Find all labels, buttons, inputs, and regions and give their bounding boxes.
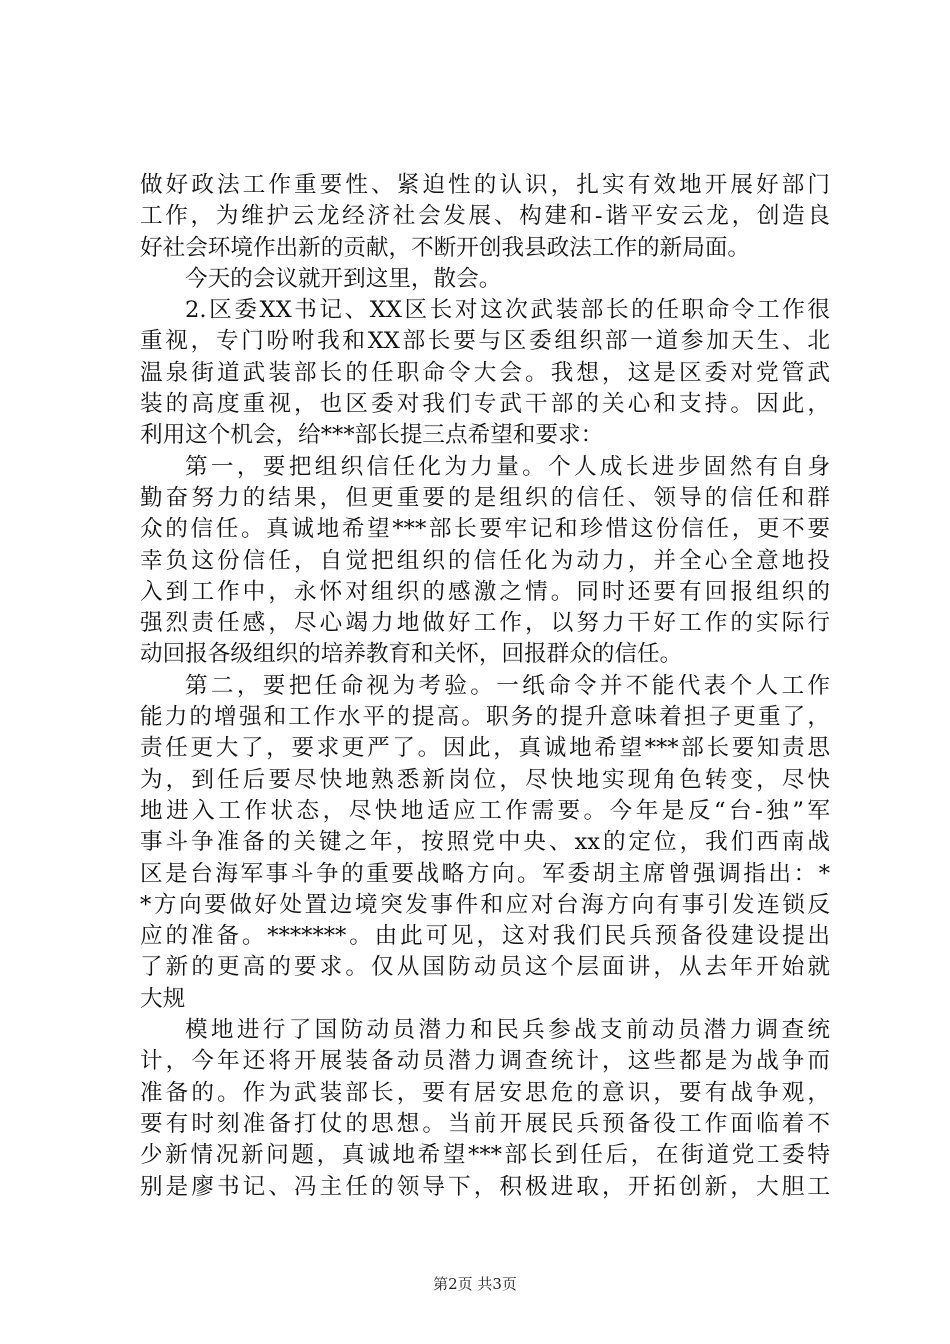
text-line: 勤奋努力的结果，但更重要的是组织的信任、领导的信任和群 <box>140 484 830 511</box>
text-line: 别是廖书记、冯主任的领导下，积极进取，开拓创新，大胆工 <box>140 1173 830 1200</box>
text-line: *方向要做好处置边境突发事件和应对台海方向有事引发连锁反 <box>140 891 830 918</box>
text-line: 重视，专门吩咐我和XX部长要与区委组织部一道参加天生、北 <box>140 328 830 355</box>
text-line: 利用这个机会，给***部长提三点希望和要求： <box>140 422 604 449</box>
text-line: 应的准备。*******。由此可见，这对我们民兵预备役建设提出 <box>140 923 830 950</box>
text-line: 动回报各级组织的培养教育和关怀，回报群众的信任。 <box>140 641 683 668</box>
text-line: 第一，要把组织信任化为力量。个人成长进步固然有自身 <box>185 453 830 480</box>
text-line: 事斗争准备的关键之年，按照党中央、xx的定位，我们西南战 <box>140 829 830 856</box>
text-line: 为，到任后要尽快地熟悉新岗位，尽快地实现角色转变，尽快 <box>140 766 830 793</box>
text-line: 了新的更高的要求。仅从国防动员这个层面讲，从去年开始就 <box>140 954 830 981</box>
text-line: 幸负这份信任，自觉把组织的信任化为动力，并全心全意地投 <box>140 547 830 574</box>
text-line: 今天的会议就开到这里，散会。 <box>185 265 502 292</box>
text-line: 众的信任。真诚地希望***部长要牢记和珍惜这份信任，更不要 <box>140 516 830 543</box>
text-line: 工作，为维护云龙经济社会发展、构建和-谐平安云龙，创造良 <box>140 203 830 230</box>
text-line: 温泉街道武装部长的任职命令大会。我想，这是区委对党管武 <box>140 359 830 386</box>
text-line: 模地进行了国防动员潜力和民兵参战支前动员潜力调查统 <box>185 1017 830 1044</box>
text-line: 责任更大了，要求更严了。因此，真诚地希望***部长要知责思 <box>140 735 830 762</box>
text-line: 2.区委XX书记、XX区长对这次武装部长的任职命令工作很 <box>185 297 830 324</box>
text-line: 计，今年还将开展装备动员潜力调查统计，这些都是为战争而 <box>140 1048 830 1075</box>
text-line: 强烈责任感，尽心竭力地做好工作，以努力干好工作的实际行 <box>140 610 830 637</box>
text-line: 做好政法工作重要性、紧迫性的认识，扎实有效地开展好部门 <box>140 172 830 198</box>
text-line: 大规 <box>140 985 186 1012</box>
text-line: 第二，要把任命视为考验。一纸命令并不能代表个人工作 <box>185 672 830 699</box>
text-line: 入到工作中，永怀对组织的感激之情。同时还要有回报组织的 <box>140 578 830 605</box>
document-body <box>140 170 830 1203</box>
text-line: 好社会环境作出新的贡献，不断开创我县政法工作的新局面。 <box>140 234 751 261</box>
text-line: 区是台海军事斗争的重要战略方向。军委胡主席曾强调指出：* <box>140 860 830 887</box>
text-line: 装的高度重视，也区委对我们专武干部的关心和支持。因此， <box>140 391 830 418</box>
text-line: 要有时刻准备打仗的思想。当前开展民兵预备役工作面临着不 <box>140 1110 830 1137</box>
page-number-footer: 第2页 共3页 <box>433 1275 517 1293</box>
text-line: 地进入工作状态，尽快地适应工作需要。今年是反“台-独”军 <box>140 797 830 824</box>
text-line: 少新情况新问题，真诚地希望***部长到任后，在街道党工委特 <box>140 1142 830 1169</box>
text-line: 准备的。作为武装部长，要有居安思危的意识，要有战争观， <box>140 1079 830 1106</box>
text-line: 能力的增强和工作水平的提高。职务的提升意味着担子更重了， <box>140 704 830 731</box>
